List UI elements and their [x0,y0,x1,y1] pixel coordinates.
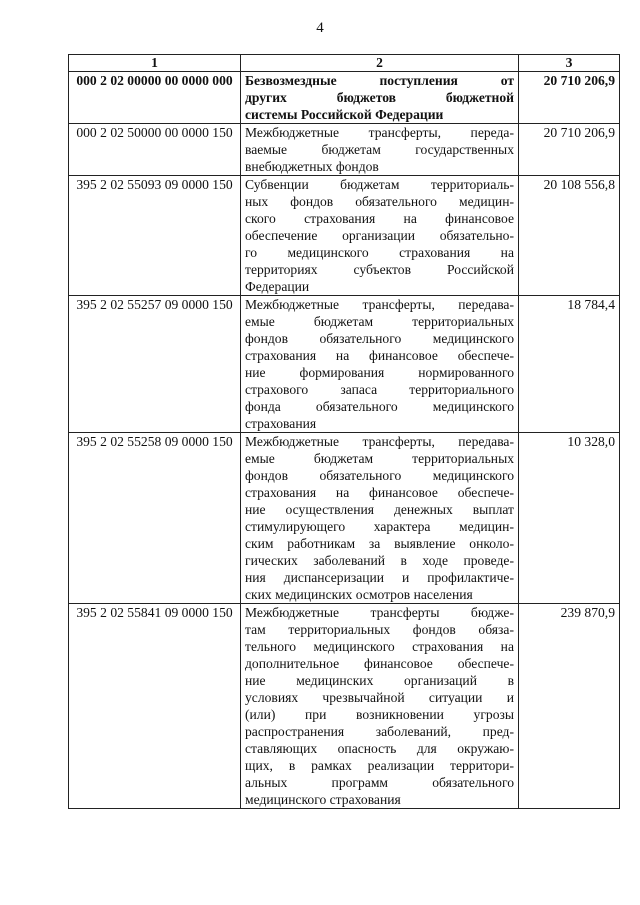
page-number: 4 [316,20,324,36]
table-row [69,296,620,433]
budget-amount: 239 870,9 [519,604,620,809]
budget-amount: 20 710 206,9 [519,124,620,176]
table-row [69,433,620,604]
description-line: емые бюджетам территориальных [245,314,514,329]
column-header-1: 1 [69,55,241,72]
description-line: го медицинского страхования на [245,245,514,260]
budget-code: 000 2 02 50000 00 0000 150 [69,124,241,176]
description-line: распространения заболеваний, пред- [245,724,514,739]
description-line: страхования на финансовое обеспече- [245,348,514,363]
budget-description [241,72,519,124]
table-row [69,604,620,809]
description-line: (или) при возникновении угрозы [245,707,514,722]
description-line: там территориальных фондов обяза- [245,622,514,637]
description-line: обеспечение организации обязательно- [245,228,514,243]
table-header-row [69,55,620,72]
description-line: Межбюджетные трансферты, передава- [245,297,514,312]
description-line: Безвозмездные поступления от [245,73,514,88]
description-line: ния диспансеризации и профилактиче- [245,570,514,585]
description-line: Межбюджетные трансферты, переда- [245,125,514,140]
description-line: условиях чрезвычайной ситуации и [245,690,514,705]
table-row [69,176,620,296]
budget-code: 395 2 02 55258 09 0000 150 [69,433,241,604]
description-line: Субвенции бюджетам территориаль- [245,177,514,192]
budget-description [241,296,519,433]
description-line: страхования на финансовое обеспече- [245,485,514,500]
budget-code: 395 2 02 55093 09 0000 150 [69,176,241,296]
description-line: щих, в рамках реализации территори- [245,758,514,773]
budget-description [241,176,519,296]
description-line: Федерации [245,279,310,294]
description-line: фондов обязательного медицинского [245,331,514,346]
description-line: ных фондов обязательного медицин- [245,194,514,209]
description-line: фондов обязательного медицинского [245,468,514,483]
description-line: дополнительное финансовое обеспече- [245,656,514,671]
description-line: страхового запаса территориального [245,382,514,397]
column-header-3: 3 [519,55,620,72]
table-row [69,124,620,176]
description-line: ского страхования на финансовое [245,211,514,226]
budget-table [68,54,620,809]
description-line: стимулирующего характера медицин- [245,519,514,534]
description-line: ние формирования нормированного [245,365,514,380]
budget-description [241,124,519,176]
budget-description [241,604,519,809]
description-line: территориях субъектов Российской [245,262,514,277]
column-header-2: 2 [241,55,519,72]
budget-code: 395 2 02 55841 09 0000 150 [69,604,241,809]
description-line: фонда обязательного медицинского [245,399,514,414]
budget-amount: 20 710 206,9 [519,72,620,124]
description-line: ставляющих опасность для окружаю- [245,741,514,756]
description-line: медицинского страхования [245,792,401,807]
description-line: гических заболеваний в ходе проведе- [245,553,514,568]
budget-amount: 20 108 556,8 [519,176,620,296]
description-line: ваемые бюджетам государственных [245,142,514,157]
description-line: других бюджетов бюджетной [245,90,514,105]
budget-amount: 10 328,0 [519,433,620,604]
description-line: альных программ обязательного [245,775,514,790]
description-line: Межбюджетные трансферты бюдже- [245,605,514,620]
description-line: ние осуществления денежных выплат [245,502,514,517]
budget-amount: 18 784,4 [519,296,620,433]
description-line: Межбюджетные трансферты, передава- [245,434,514,449]
description-line: ским работникам за выявление онколо- [245,536,514,551]
description-line: системы Российской Федерации [245,107,444,122]
description-line: ние медицинских организаций в [245,673,514,688]
description-line: тельного медицинского страхования на [245,639,514,654]
table-row [69,72,620,124]
description-line: ских медицинских осмотров населения [245,587,473,602]
budget-code: 395 2 02 55257 09 0000 150 [69,296,241,433]
description-line: внебюджетных фондов [245,159,379,174]
description-line: страхования [245,416,317,431]
budget-code: 000 2 02 00000 00 0000 000 [69,72,241,124]
budget-description [241,433,519,604]
description-line: емые бюджетам территориальных [245,451,514,466]
